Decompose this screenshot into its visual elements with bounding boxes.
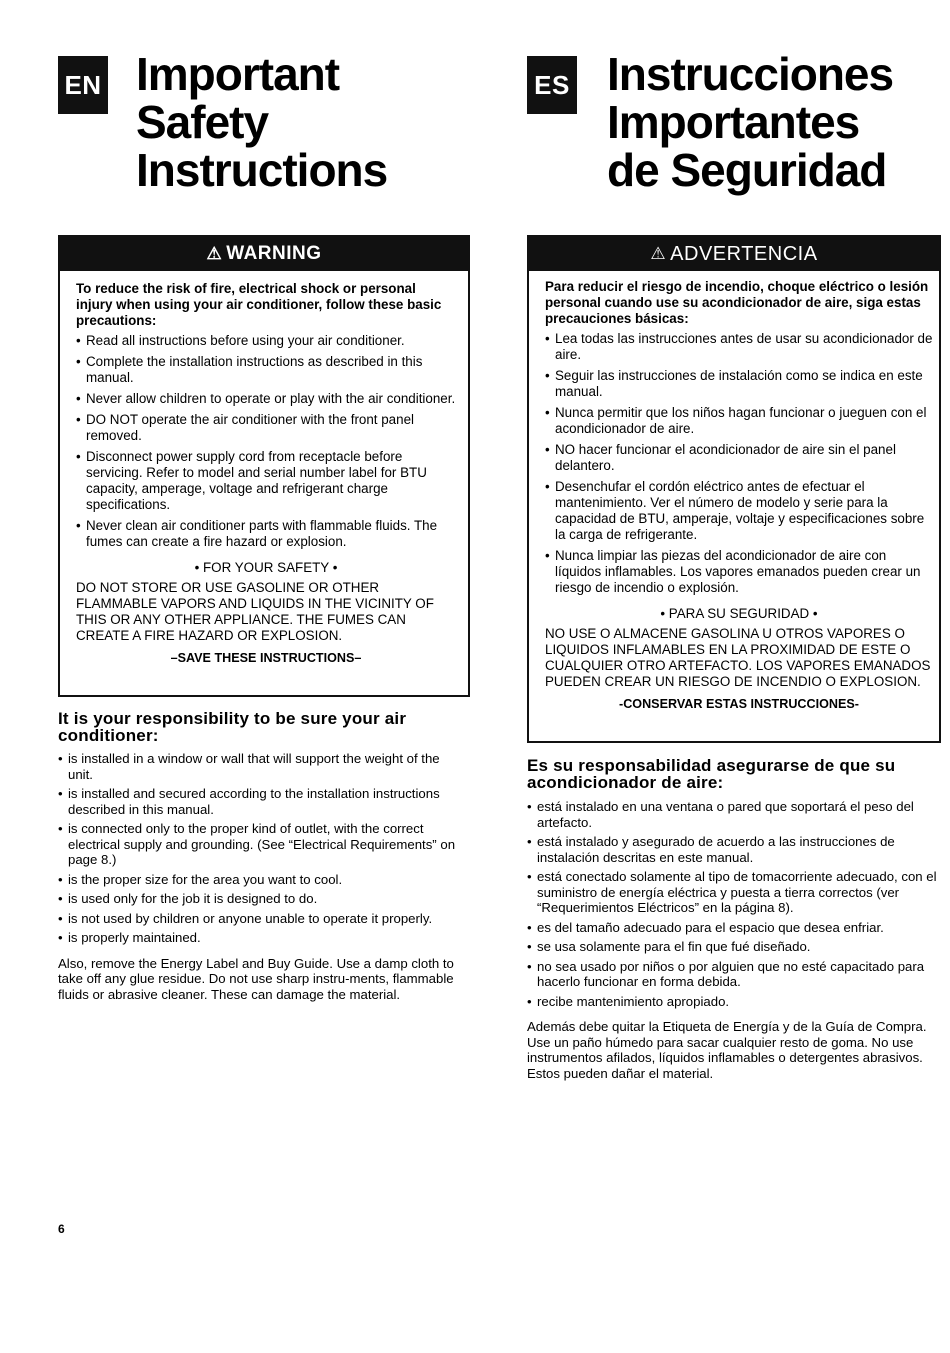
list-item: • DO NOT operate the air conditioner with the front panel removed. bbox=[76, 412, 456, 444]
warning-header-en bbox=[60, 237, 468, 271]
list-item: • Disconnect power supply cord from receptacle before servicing. Refer to model and serial number label for BTU capacity, amperage, voltage and refrigerant charge specifications. bbox=[76, 449, 456, 513]
warning-box-en bbox=[58, 235, 470, 697]
language-badge-en: EN bbox=[58, 56, 108, 114]
title-line: Instrucciones bbox=[607, 48, 894, 100]
list-item: • Nunca limpiar las piezas del acondicionador de aire con líquidos inflamables. Los vapores emanados pueden crear un riesgo de incendio o explosión. bbox=[545, 548, 933, 596]
warning-triangle-icon: ⚠ bbox=[650, 244, 667, 263]
warning-list-es bbox=[545, 331, 933, 596]
responsibility-title-en: It is your responsibility to be sure your air conditioner: bbox=[58, 709, 407, 745]
list-item: • is connected only to the proper kind of outlet, with the correct electrical supply and grounding. (See “Electrical Requirements” on page 8.) bbox=[58, 821, 466, 868]
list-item: • is installed in a window or wall that will support the weight of the unit. bbox=[58, 751, 466, 782]
list-item: • es del tamaño adecuado para el espacio que desea enfriar. bbox=[527, 920, 941, 936]
safety-heading-en: • FOR YOUR SAFETY • bbox=[194, 560, 338, 575]
warning-header-es bbox=[529, 237, 939, 271]
title-line: Instructions bbox=[136, 144, 388, 196]
responsibility-list-en bbox=[58, 751, 466, 946]
list-item: • Never clean air conditioner parts with flammable fluids. The fumes can create a fire hazard or explosion. bbox=[76, 518, 456, 550]
save-instructions-es: -CONSERVAR ESTAS INSTRUCCIONES- bbox=[619, 697, 859, 711]
list-item: • Nunca permitir que los niños hagan funcionar o jueguen con el acondicionador de aire. bbox=[545, 405, 933, 437]
warning-header-label: ADVERTENCIA bbox=[670, 242, 818, 265]
title-line: de Seguridad bbox=[607, 144, 887, 196]
list-item: • Read all instructions before using your air conditioner. bbox=[76, 333, 456, 349]
list-item: • Never allow children to operate or play with the air conditioner. bbox=[76, 391, 456, 407]
list-item: • se usa solamente para el fin que fué diseñado. bbox=[527, 939, 941, 955]
title-line: Importantes bbox=[607, 96, 860, 148]
list-item: • is properly maintained. bbox=[58, 930, 466, 946]
closing-paragraph-en: Also, remove the Energy Label and Buy Guide. Use a damp cloth to take off any glue residue. Do not use sharp instru-ments, flammable fluids or abrasive cleaner. These can damage the material. bbox=[58, 955, 454, 1002]
closing-paragraph-es: Además debe quitar la Etiqueta de Energía y de la Guía de Compra. Use un paño húmedo para sacar cualquier resto de goma. No use instrumentos afilados, líquidos inflamables o detergentes abrasivos. Estos pueden dañar el material. bbox=[527, 1019, 927, 1081]
language-badge-es: ES bbox=[527, 56, 577, 114]
list-item: • is installed and secured according to the installation instructions described in this manual. bbox=[58, 786, 466, 817]
list-item: • Complete the installation instructions as described in this manual. bbox=[76, 354, 456, 386]
save-instructions-en: –SAVE THESE INSTRUCTIONS– bbox=[170, 651, 362, 665]
title-line: Safety bbox=[136, 96, 269, 148]
list-item: • Desenchufar el cordón eléctrico antes de efectuar el mantenimiento. Ver el número de modelo y serie para la capacidad de BTU, amperaje, voltaje y especificaciones sobre la carga de refrigerante. bbox=[545, 479, 933, 543]
list-item: • is not used by children or anyone unable to operate it properly. bbox=[58, 911, 466, 927]
list-item: • está instalado y asegurado de acuerdo a las instrucciones de instalación descritas en este manual. bbox=[527, 834, 941, 865]
list-item: • Lea todas las instrucciones antes de usar su acondicionador de aire. bbox=[545, 331, 933, 363]
warning-list-en bbox=[76, 333, 456, 550]
warning-intro-es: Para reducir el riesgo de incendio, choque eléctrico o lesión personal cuando use su acondicionador de aire, siga estas precauciones básicas: bbox=[545, 279, 929, 326]
list-item: • NO hacer funcionar el acondicionador de aire sin el panel delantero. bbox=[545, 442, 933, 474]
safety-heading-es: • PARA SU SEGURIDAD • bbox=[660, 606, 818, 621]
page-number: 6 bbox=[58, 1222, 65, 1236]
safety-text-es: NO USE O ALMACENE GASOLINA U OTROS VAPORES O LIQUIDOS INFLAMABLES EN LA PROXIMIDAD DE ESTE O CUALQUIER OTRO ARTEFACTO. LOS VAPORES EMANADOS PUEDEN CREAR UN RIESGO DE INCENDIO O EXPLOSION. bbox=[545, 626, 931, 689]
responsibility-section-en bbox=[58, 751, 466, 1015]
responsibility-list-es bbox=[527, 799, 941, 1009]
page-title-es bbox=[607, 50, 893, 194]
warning-box-es bbox=[527, 235, 941, 743]
warning-header-label: WARNING bbox=[226, 243, 322, 264]
page-title-en bbox=[136, 50, 387, 194]
list-item: • recibe mantenimiento apropiado. bbox=[527, 994, 941, 1010]
list-item: • está instalado en una ventana o pared que soportará el peso del artefacto. bbox=[527, 799, 941, 830]
safety-text-en: DO NOT STORE OR USE GASOLINE OR OTHER FLAMMABLE VAPORS AND LIQUIDS IN THE VICINITY OF THIS OR ANY OTHER APPLIANCE. THE FUMES CAN CREATE A FIRE HAZARD OR EXPLOSION. bbox=[76, 580, 434, 643]
warning-triangle-icon: ⚠ bbox=[206, 244, 223, 263]
title-line: Important bbox=[136, 48, 340, 100]
list-item: • is used only for the job it is designed to do. bbox=[58, 891, 466, 907]
warning-intro-en: To reduce the risk of fire, electrical shock or personal injury when using your air conditioner, follow these basic precautions: bbox=[76, 281, 442, 328]
list-item: • no sea usado por niños o por alguien que no esté capacitado para hacerlo funcionar en forma debida. bbox=[527, 959, 941, 990]
list-item: • Seguir las instrucciones de instalación como se indica en este manual. bbox=[545, 368, 933, 400]
list-item: • is the proper size for the area you want to cool. bbox=[58, 872, 466, 888]
list-item: • está conectado solamente al tipo de tomacorriente adecuado, con el suministro de energía eléctrica y puesta a tierra correctos (ver “Requerimientos Eléctricos” en la página 8). bbox=[527, 869, 941, 916]
responsibility-title-es: Es su responsabilidad asegurarse de que su acondicionador de aire: bbox=[527, 756, 896, 792]
responsibility-section-es bbox=[527, 799, 941, 1094]
